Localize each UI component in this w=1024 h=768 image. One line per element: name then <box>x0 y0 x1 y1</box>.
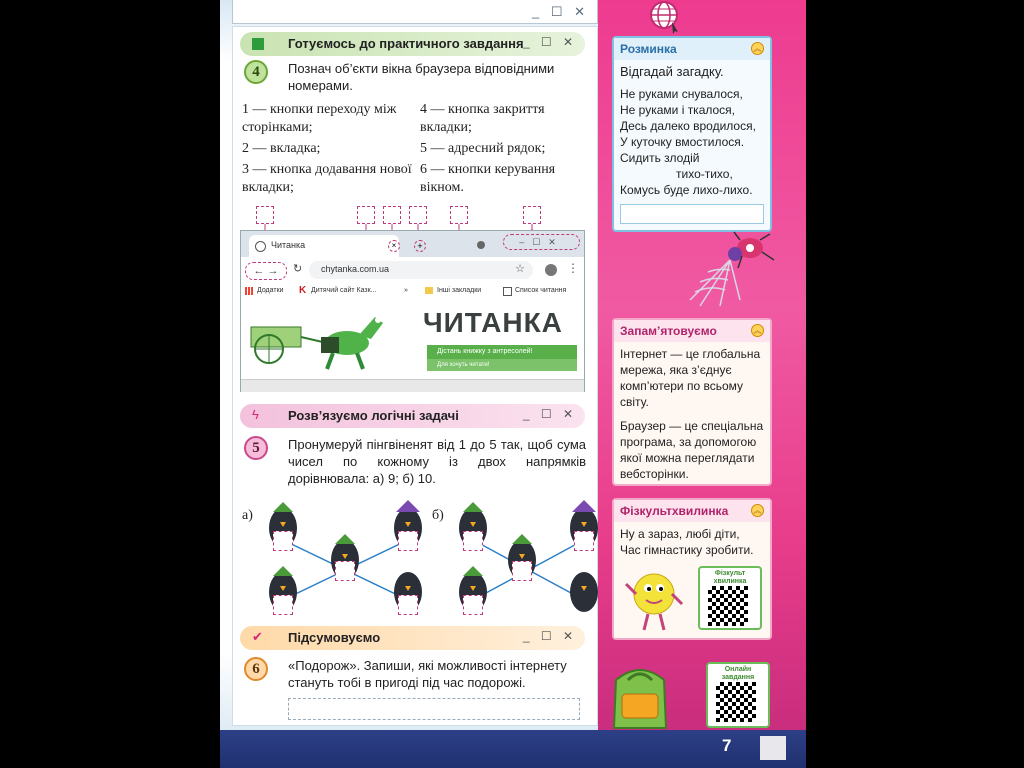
cartoon-character-icon <box>624 564 684 634</box>
banner-title: ЧИТАНКА <box>423 307 563 338</box>
task-text: Пронумеруй пінгвіненят від 1 до 5 так, щоб сума чисел по кожному із двох напрямків дорівнювала: а) 9; б) 10. <box>288 437 586 486</box>
answer-field[interactable] <box>288 698 580 720</box>
puzzle-label: а) <box>242 508 253 523</box>
k-logo-icon: K <box>299 285 307 296</box>
bookmarks-bar <box>241 283 584 302</box>
bookmark-overflow[interactable]: » <box>404 287 408 294</box>
list-item: 5 — адресний рядок; <box>420 141 546 156</box>
section-controls[interactable]: _ ☐ ✕ <box>522 629 577 643</box>
square-icon <box>252 38 264 50</box>
task-number: 6 <box>244 657 268 681</box>
spider-web-icon <box>680 230 780 310</box>
tab-favicon-icon <box>255 241 266 252</box>
window-control-buttons[interactable]: –☐✕ <box>503 234 580 250</box>
account-icon[interactable] <box>545 264 557 276</box>
penguin-number-box[interactable] <box>398 531 418 551</box>
card-body <box>614 522 770 562</box>
lightning-icon: ϟ <box>252 407 259 422</box>
reload-icon[interactable]: ↻ <box>293 263 303 275</box>
list-item: 6 — кнопки керування вікном. <box>420 162 556 195</box>
puzzle-label: б) <box>432 508 444 523</box>
riddle-intro: Відгадай загадку. <box>620 64 724 79</box>
close-tab-icon[interactable]: × <box>388 240 400 252</box>
top-window <box>232 0 598 24</box>
bookmark[interactable]: Дитячий сайт Казк... <box>311 287 377 294</box>
penguin-number-box[interactable] <box>273 531 293 551</box>
penguin-number-box[interactable] <box>512 561 532 581</box>
penguin-number-box[interactable] <box>574 531 594 551</box>
tab-title: Читанка <box>271 240 306 250</box>
banner-line: Дістань книжку з антресолей! <box>427 345 577 359</box>
qr-label: Онлайн завдання <box>721 666 755 681</box>
task-number: 4 <box>244 60 268 84</box>
list-item: 4 — кнопка закриття вкладки; <box>420 102 545 135</box>
card-title: Фізкультхвилинка <box>614 500 770 522</box>
section-header-prepare <box>240 32 585 56</box>
collapse-icon[interactable]: ︽ <box>751 324 764 337</box>
task-number: 5 <box>244 436 268 460</box>
remember-card <box>612 318 772 486</box>
url-text: chytanka.com.ua <box>321 264 390 274</box>
collapse-icon[interactable]: ︽ <box>751 504 764 517</box>
menu-icon[interactable]: ⋮ <box>567 261 579 275</box>
checkmark-icon: ✔ <box>252 629 263 644</box>
browser-tab[interactable] <box>249 235 399 257</box>
riddle-line: Сидить злодій <box>620 151 700 165</box>
penguin-number-box[interactable] <box>463 531 483 551</box>
new-tab-icon[interactable]: + <box>414 240 426 252</box>
bookmark[interactable]: Додатки <box>257 287 284 294</box>
exercise-card <box>612 498 772 640</box>
qr-label: Фізкульт хвилинка <box>713 570 747 585</box>
riddle-line: У куточку вмостилося. <box>620 135 745 149</box>
page-corner-square <box>760 736 786 760</box>
cart-horse-illustration <box>247 309 397 373</box>
star-icon[interactable]: ☆ <box>515 263 525 275</box>
page-banner <box>241 301 584 379</box>
bookmark[interactable]: Список читання <box>515 287 567 294</box>
card-title: Розминка <box>614 38 770 60</box>
nav-bar <box>241 257 584 283</box>
collapse-icon[interactable]: ︽ <box>751 42 764 55</box>
penguin-number-box[interactable] <box>335 561 355 581</box>
qr-pattern-icon <box>716 682 756 722</box>
riddle-line: тихо-тихо, <box>676 167 733 181</box>
section-title: Готуємось до практичного завдання <box>288 36 524 51</box>
section-title: Підсумовуємо <box>288 630 381 645</box>
section-controls[interactable]: _ ☐ ✕ <box>522 35 577 49</box>
folder-icon <box>425 287 433 294</box>
section-controls[interactable]: _ ☐ ✕ <box>522 407 577 421</box>
section-header-summary <box>240 626 585 650</box>
answer-box[interactable] <box>409 206 427 224</box>
bookmark[interactable]: Інші закладки <box>437 287 482 294</box>
window-controls[interactable]: _ ☐ ✕ <box>531 4 589 19</box>
riddle-line: Комусь буде лихо-лихо. <box>620 183 753 197</box>
list-item: 3 — кнопка додавання нової вкладки; <box>242 162 412 195</box>
section-header-logic <box>240 404 585 428</box>
answer-box[interactable] <box>357 206 375 224</box>
section-title: Розв’язуємо логічні задачі <box>288 408 459 423</box>
penguin-number-box[interactable] <box>273 595 293 615</box>
globe-icon <box>644 0 684 34</box>
online-task-qr[interactable] <box>706 662 770 728</box>
answer-box[interactable] <box>256 206 274 224</box>
qr-pattern-icon <box>708 586 748 626</box>
bottom-decor-band <box>220 730 806 768</box>
answer-box[interactable] <box>523 206 541 224</box>
penguin-number-box[interactable] <box>463 595 483 615</box>
card-body <box>614 342 770 486</box>
apps-icon[interactable] <box>245 287 253 295</box>
list-item: 2 — вкладка; <box>242 141 321 156</box>
task-text: «Подорож». Запиши, які можливості інтернету стануть тобі в пригоді під час подорожі. <box>288 658 567 690</box>
riddle-line: Не руками і ткалося, <box>620 103 736 117</box>
horizontal-scrollbar[interactable] <box>241 379 584 392</box>
warmup-card <box>612 36 772 232</box>
back-forward-buttons[interactable]: ← → <box>245 262 287 280</box>
answer-box[interactable] <box>450 206 468 224</box>
reading-list-icon <box>503 287 512 296</box>
profile-dot-icon <box>477 241 485 249</box>
list-item: 1 — кнопки переходу між сторінками; <box>242 102 397 135</box>
backpack-icon <box>600 660 680 732</box>
task-text: Познач об’єкти вікна браузера відповідними номерами. <box>288 61 555 93</box>
banner-line: Для хочуть читати! <box>427 359 577 371</box>
poem-line: Час гімнастику зробити. <box>620 543 754 557</box>
riddle-line: Не руками снувалося, <box>620 87 743 101</box>
answer-box[interactable] <box>383 206 401 224</box>
address-bar[interactable] <box>309 261 533 279</box>
card-title: Запам’ятовуємо <box>614 320 770 342</box>
riddle-line: Десь далеко вродилося, <box>620 119 756 133</box>
card-body <box>614 60 770 202</box>
exercise-qr-code[interactable] <box>698 566 762 630</box>
page-number: 7 <box>722 736 732 755</box>
poem-line: Ну а зараз, любі діти, <box>620 527 740 541</box>
definition-paragraph: Інтернет — це глобальна мережа, яка з’єднує комп’ютери по всьому світу. <box>620 347 761 409</box>
riddle-answer-field[interactable] <box>620 204 764 224</box>
penguin-number-box[interactable] <box>398 595 418 615</box>
definition-paragraph: Браузер — це спеціальна програма, за допомогою якої можна переглядати вебсторінки. <box>620 419 764 481</box>
browser-illustration <box>240 230 585 392</box>
